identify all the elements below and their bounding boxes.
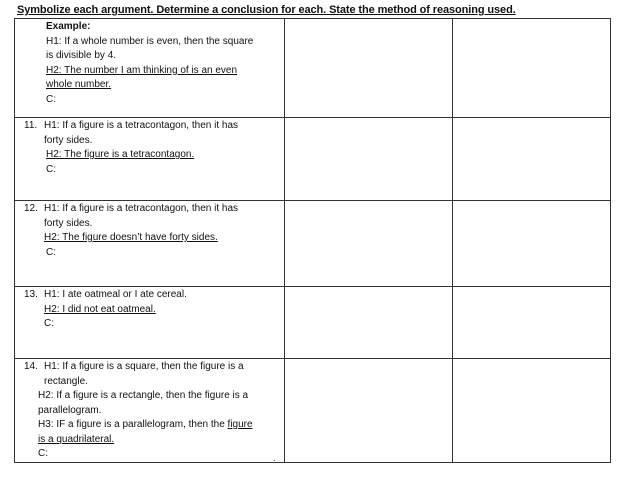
problem-11-argument-cell — [15, 118, 285, 201]
problem-12-symbolize-cell[interactable] — [285, 201, 453, 287]
example-h2-line2: whole number. — [46, 79, 112, 90]
problem-14-h3-figure: figure — [227, 419, 253, 430]
problem-11-method-cell[interactable] — [453, 118, 611, 201]
argument-table — [14, 18, 611, 463]
problem-13-h1: H1: I ate oatmeal or I ate cereal. — [44, 289, 187, 300]
problem-13-symbolize-cell[interactable] — [285, 287, 453, 359]
problem-13-argument-cell — [15, 287, 285, 359]
problem-12-argument-cell — [15, 201, 285, 287]
problem-13-h2: H2: I did not eat oatmeal. — [44, 303, 156, 315]
example-method-cell[interactable] — [453, 19, 611, 118]
problem-13-conclusion: C: — [44, 318, 54, 329]
problem-14-h3-line2: is a quadrilateral. — [38, 433, 115, 445]
problem-12-h1-line1: H1: If a figure is a tetracontagon, then it has — [44, 203, 239, 214]
problem-12-h1-line2: forty sides. — [44, 217, 93, 229]
problem-12-number: 12. — [24, 203, 38, 214]
problem-12-row — [15, 201, 611, 287]
example-conclusion: C: — [46, 93, 56, 105]
worksheet-instructions: Symbolize each argument. Determine a conclusion for each. State the method of reasoning used. — [17, 4, 516, 16]
problem-11-symbolize-cell[interactable] — [285, 118, 453, 201]
problem-14-h1-line2: rectangle. — [44, 375, 88, 387]
example-row — [15, 19, 611, 118]
problem-14-row — [15, 359, 611, 463]
problem-13-number: 13. — [24, 289, 38, 300]
problem-12-h2: H2: The figure doesn’t have forty sides. — [44, 232, 218, 243]
problem-14-symbolize-cell[interactable] — [285, 359, 453, 463]
problem-11-conclusion: C: — [46, 163, 56, 175]
problem-14-argument-cell — [15, 359, 285, 463]
example-argument-cell — [15, 19, 285, 118]
problem-11-row — [15, 118, 611, 201]
problem-11-number: 11. — [24, 120, 38, 131]
example-heading: Example: — [46, 21, 91, 32]
problem-12-conclusion: C: — [46, 246, 56, 258]
problem-14-h3-line1: H3: IF a figure is a parallelogram, then the — [38, 419, 225, 430]
problem-14-h2-line2: parallelogram. — [38, 404, 102, 416]
example-h1-line2: is divisible by 4. — [46, 50, 117, 61]
problem-13-method-cell[interactable] — [453, 287, 611, 359]
problem-12-method-cell[interactable] — [453, 201, 611, 287]
example-h2-line1: H2: The number I am thinking of is an even — [46, 64, 238, 76]
problem-14-conclusion: C: — [38, 448, 48, 459]
problem-14-h1-line1: H1: If a figure is a square, then the figure is a — [44, 361, 244, 372]
problem-14-h2-line1: H2: If a figure is a rectangle, then the figure is a — [38, 390, 249, 401]
example-symbolize-cell[interactable] — [285, 19, 453, 118]
problem-11-h2: H2: The figure is a tetracontagon. — [46, 149, 195, 160]
stray-mark: . — [273, 453, 276, 463]
problem-13-row — [15, 287, 611, 359]
problem-11-h1-line2: forty sides. — [44, 134, 93, 146]
problem-11-h1-line1: H1: If a figure is a tetracontagon, then it has — [44, 120, 239, 131]
problem-14-number: 14. — [24, 361, 38, 372]
example-h1-line1: H1: If a whole number is even, then the square — [46, 35, 254, 47]
problem-14-method-cell[interactable] — [453, 359, 611, 463]
